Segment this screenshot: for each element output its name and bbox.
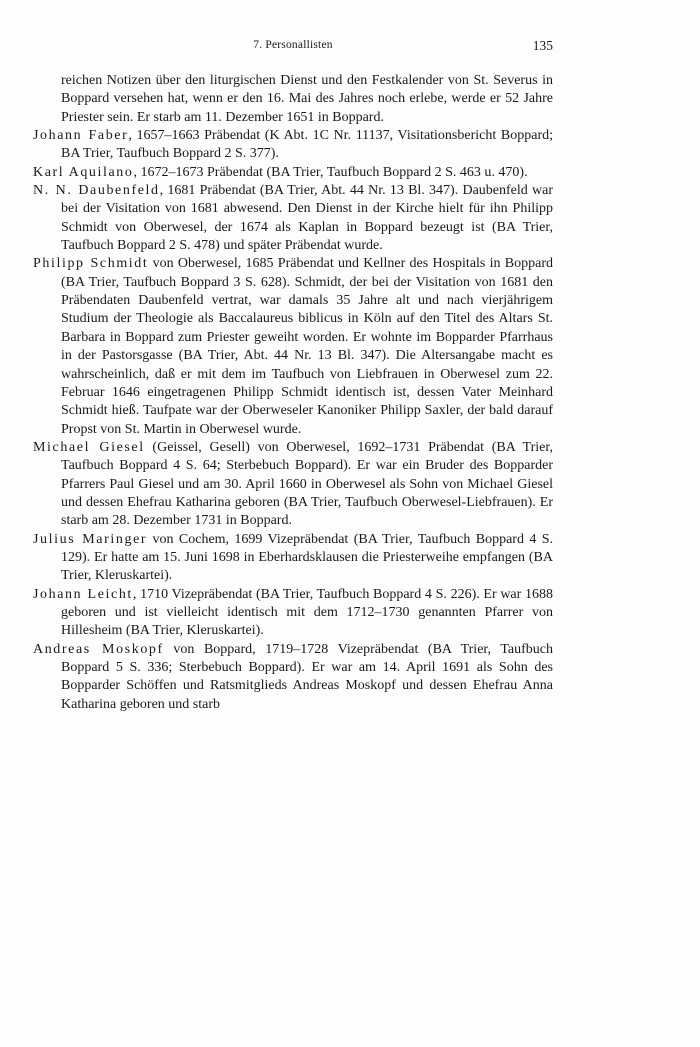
- entry-name: Karl Aquilano: [33, 164, 134, 180]
- entry-text: reichen Notizen über den liturgischen Dienst und den Festkalender von St. Severus in Boppard versehen hat, wenn er den 16. Mai des Jahres noch erlebe, werde er 52 Jahre Priester sein. Er starb am 11. Dezember 1651 in Boppard.: [61, 73, 553, 125]
- entry-continuation: [33, 72, 553, 127]
- page-number: 135: [532, 38, 553, 53]
- entry-name: Michael Giesel: [33, 439, 145, 455]
- entry-name: Johann Leicht: [33, 586, 133, 602]
- chapter-title: 7. Personallisten: [253, 39, 333, 51]
- entry-name: N. N. Daubenfeld: [33, 183, 160, 199]
- entry-philipp-schmidt: [33, 255, 553, 438]
- entry-text: von Oberwesel, 1685 Präbendat und Kellner des Hospitals in Boppard (BA Trier, Taufbuch Boppard 3 S. 628). Schmidt, der bei der Visitation von 1681 den Präbendaten Daubenfeld vertrat, war damals 35 Jahre alt und nach vierjährigem Studium der Theologie als Baccalaureus biblicus in Köln auf den Titel des Altars St. Barbara in Boppard zum Priester geweiht worden. Er wohnte im Bopparder Pfarrhaus in der Pastorsgasse (BA Trier, Abt. 44 Nr. 13 Bl. 347). Die Altersangabe macht es wahrscheinlich, daß er mit dem im Taufbuch von Liebfrauen in Oberwesel zum 22. Februar 1646 eingetragenen Philipp Schmidt identisch ist, dessen Vater Meinhard Schmidt hieß. Taufpate war der Oberweseler Kanoniker Philipp Saxler, der bald darauf Propst von St. Martin in Oberwesel wurde.: [61, 256, 553, 437]
- entry-andreas-moskopf: [33, 641, 553, 714]
- entry-name: Philipp Schmidt: [33, 256, 149, 272]
- entry-johann-leicht: [33, 586, 553, 641]
- entry-nn-daubenfeld: [33, 182, 553, 255]
- entry-text: , 1681 Präbendat (BA Trier, Abt. 44 Nr. 13 Bl. 347). Daubenfeld war bei der Visitation von 1681 abwesend. Den Dienst in der Kirche hielt für ihn Philipp Schmidt von Oberwesel, der 1674 als Kaplan in Boppard bezeugt ist (BA Trier, Taufbuch Boppard 2 S. 478) und später Präbendat wurde.: [61, 183, 553, 254]
- entry-johann-faber: [33, 127, 553, 164]
- entry-text: (Geissel, Gesell) von Oberwesel, 1692–1731 Präbendat (BA Trier, Taufbuch Boppard 4 S. 64; Sterbebuch Boppard). Er war ein Bruder des Bopparder Pfarrers Paul Giesel und am 30. April 1660 in Oberwesel als Sohn von Michael Giesel und dessen Ehefrau Katharina geboren (BA Trier, Taufbuch Oberwesel-Liebfrauen). Er starb am 28. Dezember 1731 in Boppard.: [61, 439, 553, 529]
- body-text: [33, 72, 553, 714]
- entry-name: Andreas Moskopf: [33, 641, 164, 657]
- entry-name: Julius Maringer: [33, 531, 148, 547]
- entry-text: , 1672–1673 Präbendat (BA Trier, Taufbuch Boppard 2 S. 463 u. 470).: [133, 164, 528, 180]
- entry-name: Johann Faber: [33, 128, 129, 144]
- entry-julius-maringer: [33, 531, 553, 586]
- running-head: [33, 38, 553, 56]
- entry-michael-giesel: [33, 439, 553, 531]
- entry-text: von Cochem, 1699 Vizepräbendat (BA Trier, Taufbuch Boppard 4 S. 129). Er hatte am 15. Juni 1698 in Eberhardsklausen die Priesterweihe empfangen (BA Trier, Kleruskartei).: [61, 531, 553, 584]
- entry-text: von Boppard, 1719–1728 Vizepräbendat (BA Trier, Taufbuch Boppard 5 S. 336; Sterbebuch Boppard). Er war am 14. April 1691 als Sohn des Bopparder Schöffen und Ratsmitglieds Andreas Moskopf und dessen Ehefrau Anna Katharina geboren und starb: [61, 641, 553, 712]
- entry-text: , 1710 Vizepräbendat (BA Trier, Taufbuch Boppard 4 S. 226). Er war 1688 geboren und ist vielleicht identisch mit dem 1712–1730 genannten Pfarrer von Hillesheim (BA Trier, Kleruskartei).: [61, 586, 553, 639]
- entry-karl-aquilano: [33, 164, 553, 182]
- entry-text: , 1657–1663 Präbendat (K Abt. 1C Nr. 11137, Visitationsbericht Boppard; BA Trier, Taufbuch Boppard 2 S. 377).: [61, 128, 553, 162]
